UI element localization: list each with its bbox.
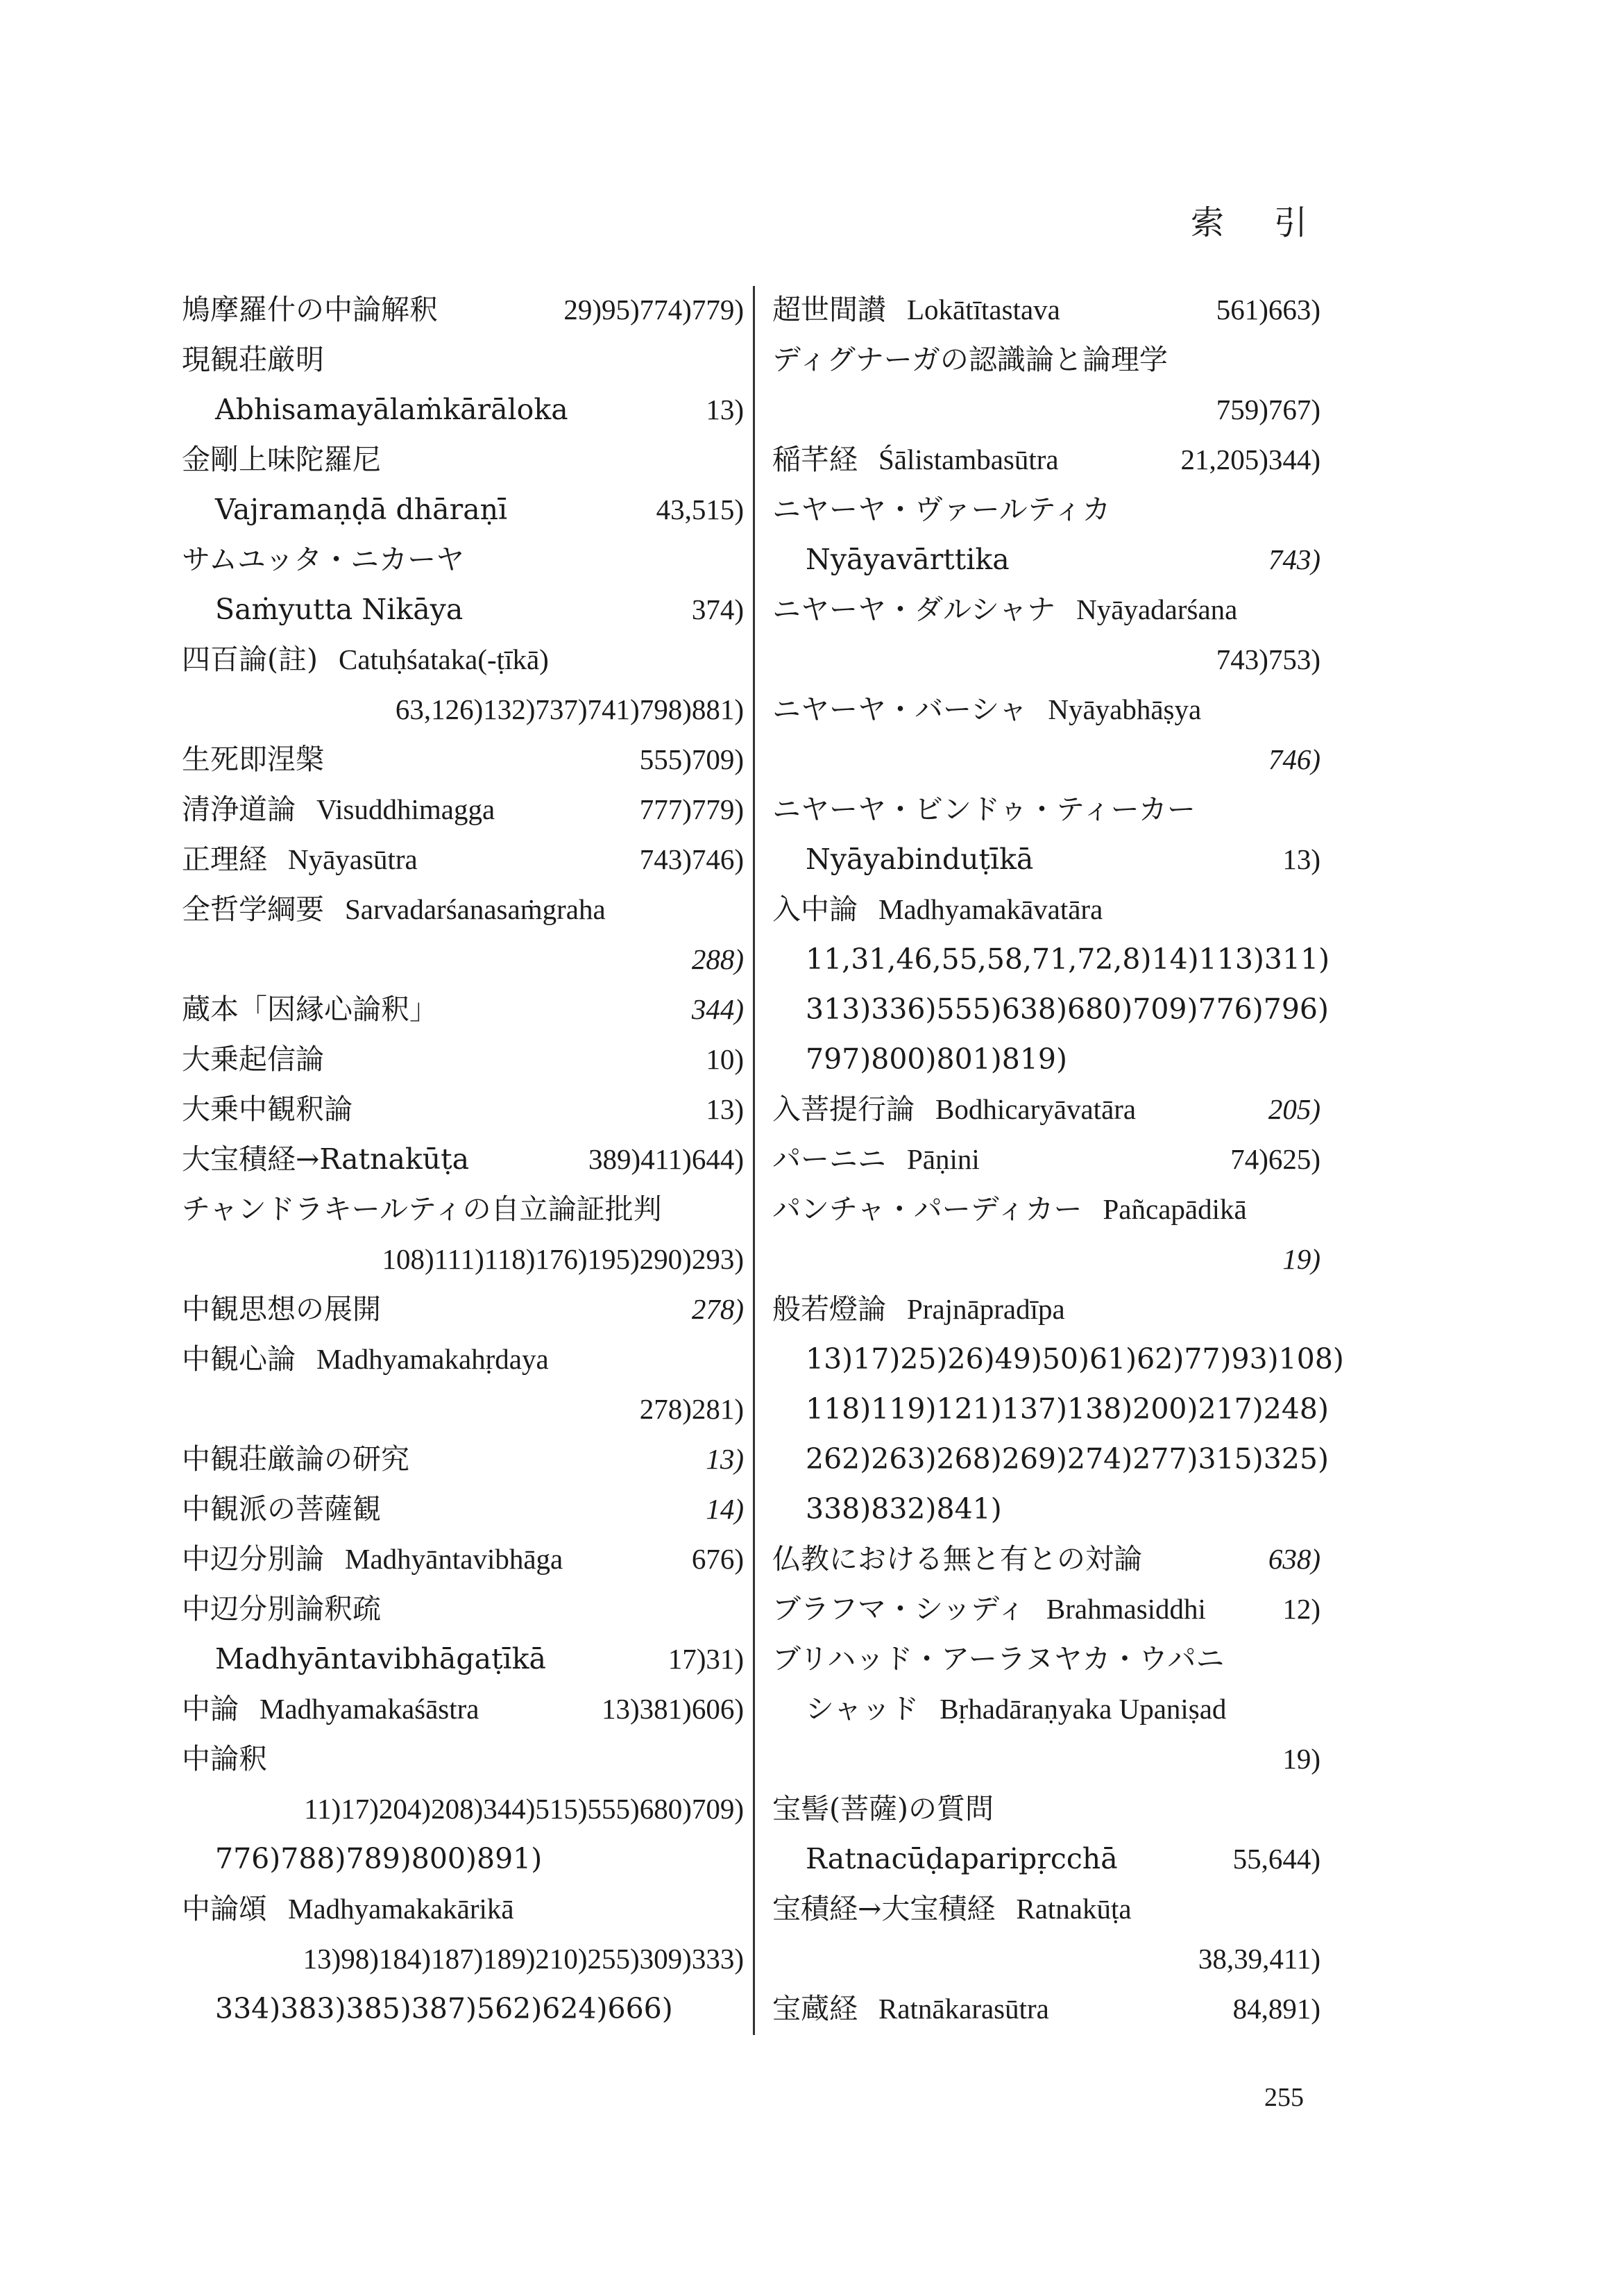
entry-heading [182, 834, 418, 884]
entry-romanization: Śālistambasūtra [878, 444, 1059, 475]
entry-heading [182, 784, 495, 834]
entry-romanization: Bodhicaryāvatāra [935, 1093, 1137, 1125]
index-entry [182, 984, 744, 1034]
entry-romanization: Madhyamakāvatāra [878, 893, 1103, 925]
page-number: 255 [1264, 2083, 1304, 2112]
index-entry [772, 1934, 1320, 1984]
index-entry [772, 1334, 1344, 1384]
entry-heading [182, 1284, 381, 1334]
entry-term: 超世間讃 [772, 293, 886, 326]
entry-term: 中辺分別論釈疏 [182, 1592, 381, 1626]
index-entry [182, 734, 744, 784]
entry-term: ニヤーヤ・ダルシャナ [772, 593, 1056, 626]
index-entry [182, 884, 744, 934]
entry-romanization: Nyāyabhāṣya [1048, 693, 1202, 725]
entry-term: Nyāyavārttika [806, 543, 1010, 576]
entry-heading [806, 834, 1033, 884]
index-entry [772, 1534, 1320, 1584]
entry-page-refs: 288) [691, 943, 744, 975]
entry-term: 稲芊経 [772, 443, 858, 476]
entry-term: 797)800)801)819) [806, 1043, 1068, 1076]
index-entry [772, 1584, 1320, 1634]
index-entry [772, 285, 1320, 335]
header-left: 索 [1191, 203, 1226, 242]
entry-term: 現観荘厳明 [182, 343, 324, 376]
index-entry [182, 1184, 744, 1234]
index-entry [182, 1534, 744, 1584]
entry-romanization: Ratnakūṭa [1016, 1893, 1132, 1925]
entry-page-refs: 10) [706, 1043, 744, 1075]
entry-heading [182, 984, 438, 1034]
index-entry [182, 1084, 744, 1134]
entry-heading [182, 1584, 381, 1634]
entry-romanization: Ratnākarasūtra [878, 1993, 1049, 2025]
index-entry [182, 684, 744, 734]
entry-heading [806, 534, 1010, 584]
index-entry [182, 834, 744, 884]
entry-heading [772, 784, 1196, 834]
entry-page-refs: 13) [1282, 843, 1320, 875]
entry-heading [215, 385, 568, 434]
entry-heading [182, 1884, 514, 1934]
index-entry [772, 1134, 1320, 1184]
index-entry [772, 1034, 1320, 1084]
index-entry [772, 934, 1330, 984]
entry-term: ニヤーヤ・バーシャ [772, 693, 1028, 726]
entry-page-refs: 743) [1268, 543, 1320, 575]
entry-heading [772, 434, 1059, 484]
entry-romanization: Nyāyadarśana [1076, 593, 1238, 625]
index-entry [182, 1334, 744, 1384]
entry-heading [182, 1084, 352, 1134]
entry-term: ニヤーヤ・ヴァールティカ [772, 493, 1111, 526]
entry-term: Saṁyutta Nikāya [215, 593, 464, 626]
entry-term: 776)788)789)800)891) [215, 1842, 543, 1875]
entry-page-refs: 759)767) [1216, 394, 1320, 425]
entry-term: Madhyāntavibhāgaṭīkā [215, 1642, 546, 1675]
index-entry [182, 434, 744, 484]
entry-page-refs: 55,644) [1232, 1843, 1320, 1875]
index-entry [182, 1834, 744, 1884]
entry-heading [772, 1634, 1225, 1684]
entry-heading [772, 484, 1111, 534]
entry-term: 中観心論 [182, 1342, 296, 1376]
entry-romanization: Catuḥśataka(-ṭīkā) [339, 643, 549, 675]
entry-heading [772, 1184, 1247, 1234]
entry-heading [215, 1984, 673, 2034]
entry-heading [806, 1484, 1002, 1534]
entry-term: ブリハッド・アーラヌヤカ・ウパニ [772, 1642, 1225, 1675]
index-entry [772, 385, 1320, 434]
index-entry [182, 1034, 744, 1084]
index-entry [772, 1084, 1320, 1134]
entry-heading [806, 1384, 1329, 1434]
entry-heading [772, 1984, 1049, 2034]
index-entry [772, 1984, 1320, 2034]
entry-term: サムユッタ・ニカーヤ [182, 543, 465, 576]
entry-heading [182, 1134, 469, 1184]
index-entry [182, 1384, 744, 1434]
entry-romanization: Prajnāpradīpa [907, 1293, 1065, 1325]
entry-heading [806, 984, 1329, 1034]
index-entry [182, 1134, 744, 1184]
entry-heading [772, 1784, 994, 1834]
entry-term: 清浄道論 [182, 793, 296, 826]
index-entry [182, 285, 744, 335]
entry-page-refs: 38,39,411) [1198, 1943, 1320, 1975]
entry-page-refs: 13) [706, 394, 744, 425]
index-entry [772, 1884, 1320, 1934]
entry-romanization: Madhyamakahṛdaya [316, 1343, 549, 1375]
entry-heading [806, 1684, 1226, 1734]
entry-heading [772, 1084, 1136, 1134]
header-right: 引 [1274, 203, 1309, 242]
entry-romanization: Pāṇini [907, 1143, 980, 1175]
entry-term: 入中論 [772, 893, 858, 926]
index-column-left [182, 285, 744, 2034]
entry-heading [182, 1434, 409, 1484]
entry-term: 全哲学綱要 [182, 893, 324, 926]
entry-romanization: Nyāyasūtra [288, 843, 418, 875]
entry-term: Vajramaṇḍā dhāraṇī [215, 493, 508, 526]
entry-heading [182, 1484, 381, 1534]
entry-romanization: Brahmasiddhi [1046, 1593, 1206, 1625]
entry-page-refs: 84,891) [1232, 1993, 1320, 2025]
entry-heading [772, 684, 1201, 734]
entry-page-refs: 676) [691, 1543, 744, 1575]
index-entry [772, 734, 1320, 784]
entry-term: 中観思想の展開 [182, 1292, 381, 1326]
entry-romanization: Visuddhimagga [316, 793, 495, 825]
entry-heading [215, 1634, 546, 1684]
index-entry [772, 1234, 1320, 1284]
entry-heading [182, 884, 606, 934]
entry-heading [182, 285, 438, 335]
index-entry [182, 335, 744, 385]
entry-heading [772, 335, 1168, 385]
entry-romanization: Sarvadarśanasaṁgraha [345, 893, 606, 925]
entry-term: 鳩摩羅什の中論解釈 [182, 293, 438, 326]
entry-heading [182, 1734, 267, 1784]
entry-term: 般若燈論 [772, 1292, 886, 1326]
entry-heading [182, 734, 324, 784]
entry-page-refs: 14) [706, 1493, 744, 1525]
entry-romanization: Madhyamakaśāstra [260, 1693, 479, 1725]
index-entry [772, 1284, 1320, 1334]
entry-page-refs: 74)625) [1230, 1143, 1320, 1175]
entry-term: パーニニ [772, 1142, 886, 1176]
index-entry [772, 1734, 1320, 1784]
entry-term: Ratnacūḍaparipṛcchā [806, 1842, 1118, 1875]
entry-term: 中論頌 [182, 1892, 267, 1925]
entry-term: 金剛上味陀羅尼 [182, 443, 381, 476]
entry-page-refs: 777)779) [639, 793, 744, 825]
entry-heading [772, 285, 1060, 335]
entry-term: 仏教における無と有との対論 [772, 1542, 1142, 1576]
index-entry [772, 884, 1320, 934]
entry-term: 中論 [182, 1692, 239, 1725]
entry-page-refs: 743)746) [639, 843, 744, 875]
entry-heading [806, 1034, 1067, 1084]
entry-term: 正理経 [182, 843, 267, 876]
index-entry [182, 484, 744, 534]
index-entry [772, 1484, 1320, 1534]
entry-heading [806, 1834, 1118, 1884]
index-entry [182, 1934, 744, 1984]
entry-page-refs: 19) [1282, 1243, 1320, 1275]
entry-heading [772, 1584, 1206, 1634]
entry-term: 中論釈 [182, 1742, 267, 1775]
entry-page-refs: 743)753) [1216, 643, 1320, 675]
entry-page-refs: 63,126)132)737)741)798)881) [395, 693, 744, 725]
entry-page-refs: 11)17)204)208)344)515)555)680)709) [304, 1793, 744, 1825]
entry-heading [772, 1284, 1065, 1334]
index-entry [772, 1784, 1320, 1834]
entry-heading [182, 434, 381, 484]
entry-heading [772, 1134, 980, 1184]
entry-term: シャッド [806, 1692, 919, 1725]
index-entry [182, 1984, 744, 2034]
entry-romanization: Madhyāntavibhāga [345, 1543, 563, 1575]
index-column-right [772, 285, 1344, 2034]
index-entry [772, 335, 1320, 385]
entry-page-refs: 344) [691, 993, 744, 1025]
entry-page-refs: 13)98)184)187)189)210)255)309)333) [303, 1943, 744, 1975]
index-entry [182, 1584, 744, 1634]
entry-term: 262)263)268)269)274)277)315)325) [806, 1442, 1329, 1476]
page-header [1191, 196, 1309, 244]
entry-page-refs: 278) [691, 1293, 744, 1325]
entry-term: 四百論(註) [182, 643, 318, 676]
entry-page-refs: 12) [1282, 1593, 1320, 1625]
entry-term: 118)119)121)137)138)200)217)248) [806, 1392, 1329, 1426]
index-entry [772, 584, 1320, 634]
entry-page-refs: 555)709) [639, 743, 744, 775]
entry-page-refs: 17)31) [668, 1643, 744, 1675]
entry-heading [182, 1534, 563, 1584]
index-entry [182, 784, 744, 834]
entry-term: 大乗起信論 [182, 1043, 324, 1076]
index-entry [772, 434, 1320, 484]
entry-term: 宝蔵経 [772, 1992, 858, 2025]
entry-term: 宝積経→大宝積経 [772, 1892, 996, 1925]
entry-heading [182, 534, 464, 584]
entry-romanization: Madhyamakakārikā [288, 1893, 514, 1925]
entry-term: 334)383)385)387)562)624)666) [215, 1992, 673, 2025]
entry-heading [215, 484, 507, 534]
entry-term: ブラフマ・シッディ [772, 1592, 1026, 1626]
index-entry [182, 1784, 744, 1834]
entry-heading [806, 1434, 1329, 1484]
entry-heading [215, 1834, 542, 1884]
entry-page-refs: 374) [691, 593, 744, 625]
entry-term: 大乗中観釈論 [182, 1092, 352, 1126]
index-entry [772, 784, 1320, 834]
entry-romanization: Pañcapādikā [1103, 1193, 1247, 1225]
index-entry [182, 1734, 744, 1784]
entry-heading [182, 634, 549, 684]
entry-page-refs: 43,515) [656, 493, 744, 525]
index-entry [772, 1384, 1329, 1434]
index-entry [772, 1634, 1320, 1684]
index-entry [182, 1484, 744, 1534]
entry-term: パンチャ・パーディカー [772, 1192, 1082, 1226]
entry-page-refs: 561)663) [1216, 294, 1320, 326]
index-entry [182, 1284, 744, 1334]
index-entry [182, 1884, 744, 1934]
entry-heading [806, 934, 1329, 984]
entry-term: Nyāyabinduṭīkā [806, 843, 1034, 876]
entry-page-refs: 278)281) [639, 1393, 744, 1425]
entry-heading [772, 884, 1103, 934]
entry-heading [772, 1534, 1142, 1584]
entry-romanization: Bṛhadāraṇyaka Upaniṣad [940, 1693, 1227, 1725]
entry-term: 13)17)25)26)49)50)61)62)77)93)108) [806, 1342, 1344, 1376]
entry-page-refs: 29)95)774)779) [563, 294, 744, 326]
entry-term: ディグナーガの認識論と論理学 [772, 343, 1168, 376]
entry-page-refs: 13) [706, 1093, 744, 1125]
entry-term: ニヤーヤ・ビンドゥ・ティーカー [772, 793, 1196, 826]
index-entry [182, 385, 744, 434]
entry-heading [182, 1184, 662, 1234]
entry-heading [215, 584, 463, 634]
index-entry [772, 484, 1320, 534]
index-entry [182, 1684, 744, 1734]
entry-term: Abhisamayālaṁkārāloka [215, 393, 568, 426]
entry-heading [182, 1684, 479, 1734]
index-entry [772, 1184, 1320, 1234]
entry-term: 中観荘厳論の研究 [182, 1442, 409, 1476]
entry-term: 宝髻(菩薩)の質問 [772, 1792, 994, 1825]
index-entry [182, 1634, 744, 1684]
index-entry [772, 1434, 1329, 1484]
entry-heading [772, 584, 1237, 634]
index-entry [772, 684, 1320, 734]
column-divider [753, 286, 755, 2035]
entry-page-refs: 389)411)644) [588, 1143, 744, 1175]
index-entry [772, 834, 1320, 884]
index-entry [772, 1684, 1320, 1734]
entry-term: 11,31,46,55,58,71,72,8)14)113)311) [806, 943, 1330, 976]
entry-page-refs: 746) [1268, 743, 1320, 775]
entry-term: 中辺分別論 [182, 1542, 324, 1576]
entry-term: チャンドラキールティの自立論証批判 [182, 1192, 662, 1226]
entry-term: 中観派の菩薩観 [182, 1492, 381, 1526]
entry-term: 338)832)841) [806, 1492, 1002, 1526]
entry-page-refs: 638) [1268, 1543, 1320, 1575]
index-entry [772, 984, 1329, 1034]
entry-term: 313)336)555)638)680)709)776)796) [806, 993, 1329, 1026]
index-entry [182, 584, 744, 634]
entry-page-refs: 205) [1268, 1093, 1320, 1125]
index-entry [182, 1234, 744, 1284]
entry-heading [806, 1334, 1344, 1384]
index-entry [182, 534, 744, 584]
entry-term: 大宝積経→Ratnakūṭa [182, 1142, 470, 1176]
entry-page-refs: 19) [1282, 1743, 1320, 1775]
entry-page-refs: 13)381)606) [602, 1693, 744, 1725]
index-entry [772, 534, 1320, 584]
index-entry [772, 634, 1320, 684]
entry-heading [772, 1884, 1132, 1934]
index-entry [182, 1434, 744, 1484]
entry-term: 生死即涅槃 [182, 743, 324, 776]
entry-romanization: Lokātītastava [907, 294, 1060, 326]
entry-term: 蔵本「因縁心論釈」 [182, 993, 438, 1026]
index-entry [182, 934, 744, 984]
entry-page-refs: 21,205)344) [1180, 444, 1320, 475]
entry-term: 入菩提行論 [772, 1092, 915, 1126]
entry-page-refs: 108)111)118)176)195)290)293) [382, 1243, 744, 1275]
entry-heading [182, 335, 324, 385]
index-entry [772, 1834, 1320, 1884]
entry-heading [182, 1334, 549, 1384]
entry-heading [182, 1034, 324, 1084]
index-entry [182, 634, 744, 684]
entry-page-refs: 13) [706, 1443, 744, 1475]
